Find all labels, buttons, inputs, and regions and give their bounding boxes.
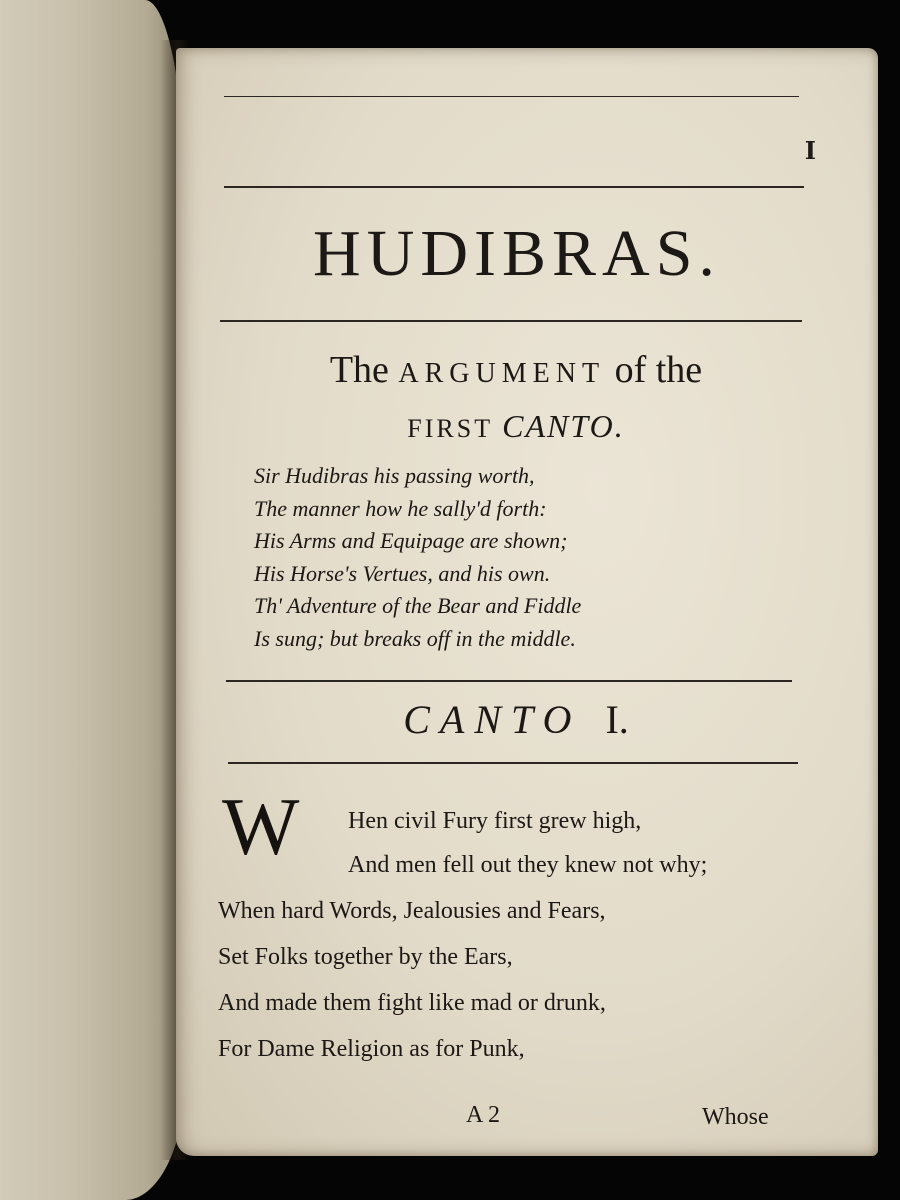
canto-number: I. (605, 697, 629, 742)
argument-heading-line2 (216, 408, 816, 445)
verse-line: His Arms and Equipage are shown; (254, 528, 568, 553)
verse-line: Sir Hudibras his passing worth, (254, 463, 535, 488)
title-rule (220, 320, 802, 322)
canto-rule-bottom (228, 762, 798, 764)
argument-heading-line1 (216, 348, 816, 392)
top-rule-1 (224, 96, 799, 97)
facing-left-page (0, 0, 185, 1200)
verse-line: Is sung; but breaks off in the middle. (254, 625, 576, 651)
poem-line: When hard Words, Jealousies and Fears, (218, 898, 606, 924)
verse-line: His Horse's Vertues, and his own. (254, 560, 551, 586)
argument-of-the: of the (614, 349, 703, 391)
canto-label: CANTO (403, 697, 582, 742)
argument-the: The (329, 349, 389, 391)
top-rule-2 (224, 186, 804, 188)
poem-line: And made them fight like mad or drunk, (218, 990, 606, 1016)
signature-mark: A 2 (466, 1102, 501, 1128)
book-page (176, 48, 878, 1156)
canto-heading (216, 696, 816, 743)
poem-line: For Dame Religion as for Punk, (218, 1036, 525, 1062)
poem-line: Hen civil Fury first grew high, (348, 808, 642, 834)
poem-line: And men fell out they knew not why; (348, 852, 708, 878)
argument-first: FIRST (407, 414, 493, 443)
drop-cap: W (222, 781, 300, 872)
argument-word: ARGUMENT (398, 358, 606, 389)
argument-verse (254, 460, 814, 655)
verse-line: Th' Adventure of the Bear and Fiddle (254, 593, 582, 618)
catchword: Whose (702, 1104, 769, 1130)
canto-rule-top (226, 680, 792, 682)
verse-line: The manner how he sally'd forth: (254, 495, 547, 521)
page-number: I (804, 136, 816, 165)
poem-line: Set Folks together by the Ears, (218, 944, 513, 970)
page-title: HUDIBRAS. (313, 217, 721, 290)
argument-canto: CANTO. (502, 408, 625, 444)
